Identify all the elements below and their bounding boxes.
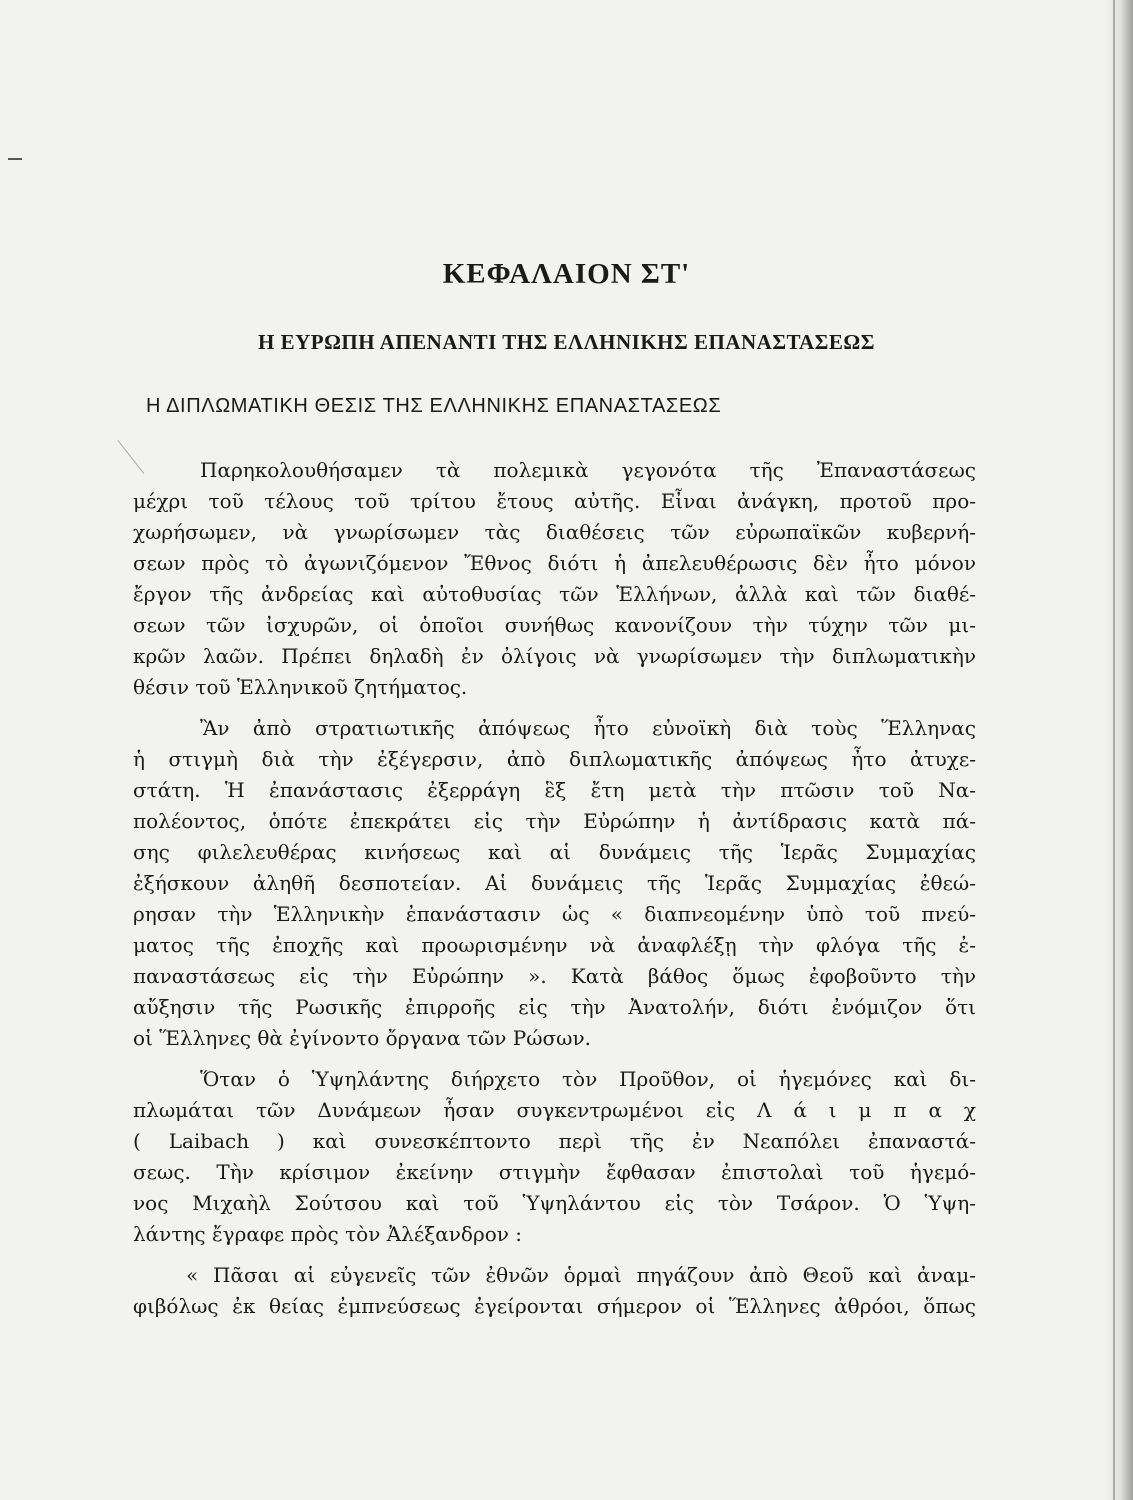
body-line: οἱ Ἕλληνες θὰ ἐγίνοντο ὄργανα τῶν Ρώσων.: [133, 1026, 592, 1050]
body-line: ματος τῆς ἐποχῆς καὶ προωρισμένην νὰ ἀναφλέξῃ τὴν φλόγα τῆς ἐ-: [133, 933, 976, 957]
body-line: νος Μιχαὴλ Σούτσου καὶ τοῦ Ὑψηλάντου εἰς τὸν Τσάρον. Ὁ Ὑψη-: [133, 1191, 976, 1215]
body-line: Ὅταν ὁ Ὑψηλάντης διήρχετο τὸν Προῦθον, οἱ ἡγεμόνες καὶ δι-: [200, 1067, 976, 1091]
body-line: ἡ στιγμὴ διὰ τὴν ἐξέγερσιν, ἀπὸ διπλωματικῆς ἀπόψεως ἦτο ἀτυχε-: [133, 747, 976, 771]
body-line: κρῶν λαῶν. Πρέπει δηλαδὴ ἐν ὀλίγοις νὰ γνωρίσωμεν τὴν διπλωματικὴν: [133, 644, 976, 668]
body-line: Ἂν ἀπὸ στρατιωτικῆς ἀπόψεως ἦτο εὐνοϊκὴ διὰ τοὺς Ἕλληνας: [200, 716, 976, 740]
body-line: χωρήσωμεν, νὰ γνωρίσωμεν τὰς διαθέσεις τῶν εὐρωπαϊκῶν κυβερνή-: [133, 520, 976, 544]
body-line: λάντης ἔγραφε πρὸς τὸν Ἀλέξανδρον :: [133, 1222, 522, 1246]
body-line: σεων πρὸς τὸ ἀγωνιζόμενον Ἔθνος διότι ἡ ἀπελευθέρωσις δὲν ἦτο μόνον: [133, 551, 976, 575]
chapter-title: ΚΕΦΑΛΑΙΟΝ ΣΤ': [442, 258, 691, 290]
body-line: ρησαν τὴν Ἑλληνικὴν ἐπανάστασιν ὡς « διαπνεομένην ὑπὸ τοῦ πνεύ-: [133, 902, 976, 926]
quote-line: « Πᾶσαι αἱ εὐγενεῖς τῶν ἐθνῶν ὁρμαὶ πηγάζουν ἀπὸ Θεοῦ καὶ ἀναμ-: [186, 1263, 976, 1287]
body-line: ἐξήσκουν ἀληθῆ δεσποτείαν. Αἱ δυνάμεις τῆς Ἱερᾶς Συμμαχίας ἐθεώ-: [133, 871, 976, 895]
binding-shadow: [1105, 0, 1133, 1500]
body-line: αὔξησιν τῆς Ρωσικῆς ἐπιρροῆς εἰς τὴν Ἀνατολήν, διότι ἐνόμιζον ὅτι: [133, 995, 976, 1019]
body-line: θέσιν τοῦ Ἑλληνικοῦ ζητήματος.: [133, 675, 468, 699]
subsection-title: Η ΔΙΠΛΩΜΑΤΙΚΗ ΘΕΣΙΣ ΤΗΣ ΕΛΛΗΝΙΚΗΣ ΕΠΑΝΑΣΤΑΣΕΩΣ: [146, 395, 722, 417]
body-line: Παρηκολουθήσαμεν τὰ πολεμικὰ γεγονότα τῆς Ἐπαναστάσεως: [200, 458, 976, 482]
body-line: σεων τῶν ἰσχυρῶν, οἱ ὁποῖοι συνήθως κανονίζουν τὴν τύχην τῶν μι-: [133, 613, 976, 637]
body-line: ἔργον τῆς ἀνδρείας καὶ αὐτοθυσίας τῶν Ἑλλήνων, ἀλλὰ καὶ τῶν διαθέ-: [133, 582, 976, 606]
section-title: Η ΕΥΡΩΠΗ ΑΠΕΝΑΝΤΙ ΤΗΣ ΕΛΛΗΝΙΚΗΣ ΕΠΑΝΑΣΤΑΣΕΩΣ: [258, 330, 875, 354]
margin-mark: [8, 158, 22, 160]
body-line: πολέοντος, ὁπότε ἐπεκράτει εἰς τὴν Εὐρώπην ἡ ἀντίδρασις κατὰ πά-: [133, 809, 976, 833]
body-line: πλωμάται τῶν Δυνάμεων ἦσαν συγκεντρωμένοι εἰς Λ ά ι μ π α χ: [133, 1098, 976, 1122]
page-edge-line: [1113, 0, 1115, 1500]
body-line: στάτη. Ἡ ἐπανάστασις ἐξερράγη ἓξ ἔτη μετὰ τὴν πτῶσιν τοῦ Να-: [133, 778, 976, 802]
body-line: παναστάσεως εἰς τὴν Εὐρώπην ». Κατὰ βάθος ὅμως ἐφοβοῦντο τὴν: [133, 964, 976, 988]
body-line: σεως. Τὴν κρίσιμον ἐκείνην στιγμὴν ἔφθασαν ἐπιστολαὶ τοῦ ἡγεμό-: [133, 1160, 976, 1184]
quote-line: φιβόλως ἐκ θείας ἐμπνεύσεως ἐγείρονται σήμερον οἱ Ἕλληνες ἀθρόοι, ὅπως: [133, 1294, 976, 1318]
body-line: σης φιλελευθέρας κινήσεως καὶ αἱ δυνάμεις τῆς Ἱερᾶς Συμμαχίας: [133, 840, 976, 864]
body-line: μέχρι τοῦ τέλους τοῦ τρίτου ἔτους αὐτῆς. Εἶναι ἀνάγκη, προτοῦ προ-: [133, 489, 976, 513]
body-line: ( Laibach ) καὶ συνεσκέπτοντο περὶ τῆς ἐν Νεαπόλει ἐπαναστά-: [133, 1129, 976, 1153]
pencil-stroke: [118, 440, 145, 474]
